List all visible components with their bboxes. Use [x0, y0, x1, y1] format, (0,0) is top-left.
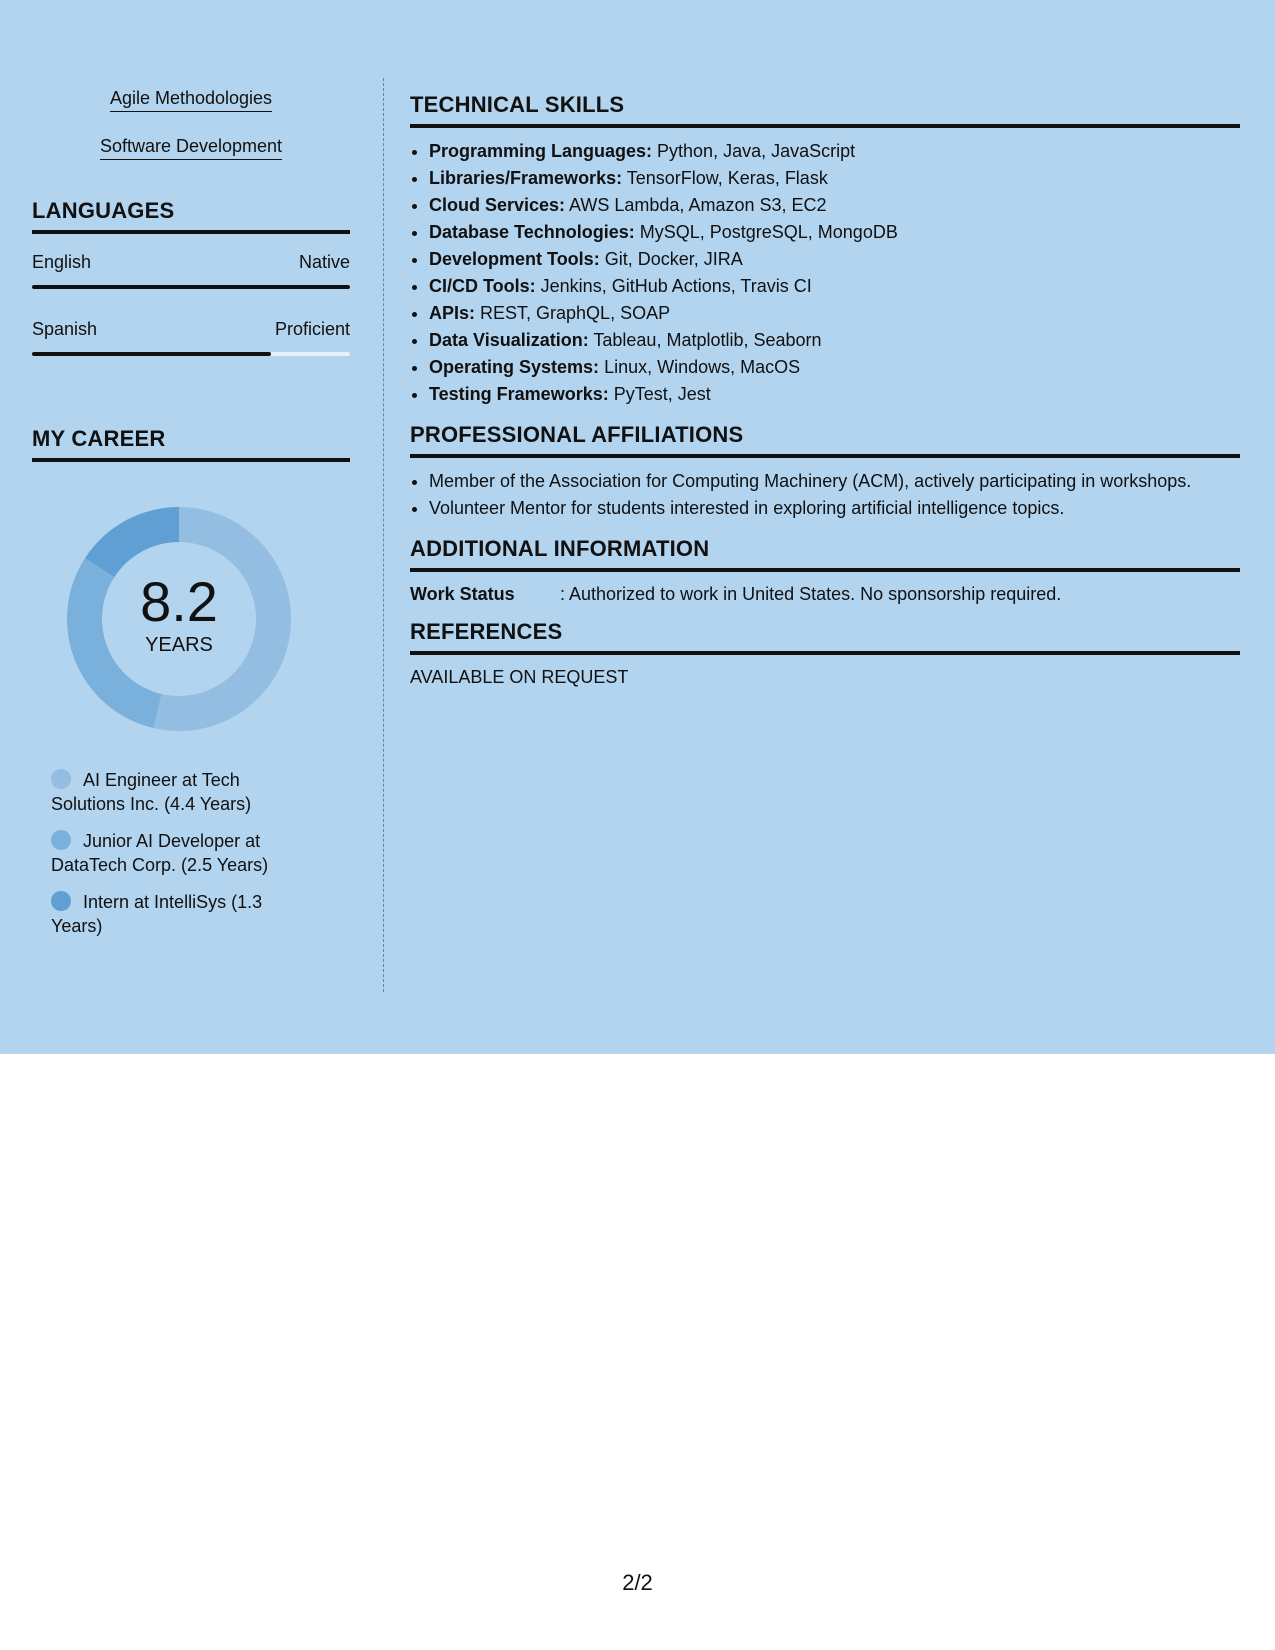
skill-tag-row	[32, 78, 350, 126]
skill-values: REST, GraphQL, SOAP	[475, 303, 671, 323]
skill-category: Testing Frameworks:	[429, 384, 609, 404]
skill-values: Git, Docker, JIRA	[599, 249, 743, 269]
language-proficiency-bar	[32, 285, 350, 289]
skill-category: Libraries/Frameworks:	[429, 168, 623, 188]
career-donut-center	[66, 506, 292, 732]
career-heading: MY CAREER	[32, 426, 350, 462]
legend-item	[51, 829, 301, 877]
language-level: Native	[298, 252, 350, 272]
skill-category: Operating Systems:	[429, 357, 600, 377]
legend-dot	[51, 891, 71, 911]
skill-category: Programming Languages:	[429, 141, 653, 161]
language-name: Spanish	[32, 319, 98, 339]
legend-dot	[51, 830, 71, 850]
skill-category: CI/CD Tools:	[429, 276, 536, 296]
list-item	[429, 354, 1240, 381]
technical-skills-heading: TECHNICAL SKILLS	[410, 92, 1240, 128]
skill-category: APIs:	[429, 303, 476, 323]
skill-values: Linux, Windows, MacOS	[599, 357, 801, 377]
list-item: • Member of the Association for Computing Machinery (ACM), actively participating in workshops.	[429, 468, 1240, 495]
skill-category: Development Tools:	[429, 249, 600, 269]
language-row	[32, 319, 350, 340]
skill-values: Python, Java, JavaScript	[652, 141, 856, 161]
legend-label: Intern at IntelliSys (1.3 Years)	[51, 892, 263, 936]
right-column	[410, 92, 1240, 688]
list-item	[429, 300, 1240, 327]
career-donut-chart	[66, 506, 292, 732]
work-status-row	[410, 584, 1240, 605]
skill-values: Jenkins, GitHub Actions, Travis CI	[535, 276, 812, 296]
languages-heading: LANGUAGES	[32, 198, 350, 234]
work-status-label: Work Status	[410, 584, 515, 604]
career-legend	[51, 768, 301, 938]
skill-values: MySQL, PostgreSQL, MongoDB	[634, 222, 898, 242]
skill-values: Tableau, Matplotlib, Seaborn	[588, 330, 822, 350]
affiliations-list	[410, 468, 1240, 522]
legend-item	[51, 890, 301, 938]
skill-tag: Software Development	[100, 136, 282, 160]
column-divider	[383, 78, 384, 992]
list-item	[429, 138, 1240, 165]
list-item	[429, 165, 1240, 192]
legend-label: Junior AI Developer at DataTech Corp. (2.5 Years)	[51, 831, 269, 875]
skill-values: AWS Lambda, Amazon S3, EC2	[565, 195, 827, 215]
affiliations-heading: PROFESSIONAL AFFILIATIONS	[410, 422, 1240, 458]
additional-info-heading: ADDITIONAL INFORMATION	[410, 536, 1240, 572]
skill-category: Cloud Services:	[429, 195, 566, 215]
career-total-unit: YEARS	[145, 633, 213, 656]
list-item: • Volunteer Mentor for students interested in exploring artificial intelligence topics.	[429, 495, 1240, 522]
skill-category: Database Technologies:	[429, 222, 635, 242]
list-item	[429, 219, 1240, 246]
legend-label: AI Engineer at Tech Solutions Inc. (4.4 Years)	[51, 770, 252, 814]
legend-dot	[51, 769, 71, 789]
skill-values: TensorFlow, Keras, Flask	[622, 168, 828, 188]
page-number: 2/2	[622, 1570, 653, 1595]
list-item	[429, 246, 1240, 273]
skill-tag: Agile Methodologies	[110, 88, 272, 112]
language-row	[32, 252, 350, 273]
list-item	[429, 381, 1240, 408]
skill-tag-row	[32, 126, 350, 174]
language-proficiency-bar	[32, 352, 350, 356]
career-total-years: 8.2	[140, 569, 218, 633]
work-status-value: : Authorized to work in United States. No sponsorship required.	[560, 584, 1062, 604]
left-column	[32, 78, 350, 951]
skill-values: PyTest, Jest	[608, 384, 711, 404]
legend-item	[51, 768, 301, 816]
skill-category: Data Visualization:	[429, 330, 589, 350]
language-level: Proficient	[274, 319, 350, 339]
language-name: English	[32, 252, 92, 272]
references-heading: REFERENCES	[410, 619, 1240, 655]
list-item	[429, 192, 1240, 219]
language-proficiency-fill	[32, 352, 271, 356]
list-item	[429, 273, 1240, 300]
references-text: AVAILABLE ON REQUEST	[410, 667, 629, 687]
language-proficiency-fill	[32, 285, 350, 289]
technical-skills-list	[410, 138, 1240, 408]
list-item	[429, 327, 1240, 354]
